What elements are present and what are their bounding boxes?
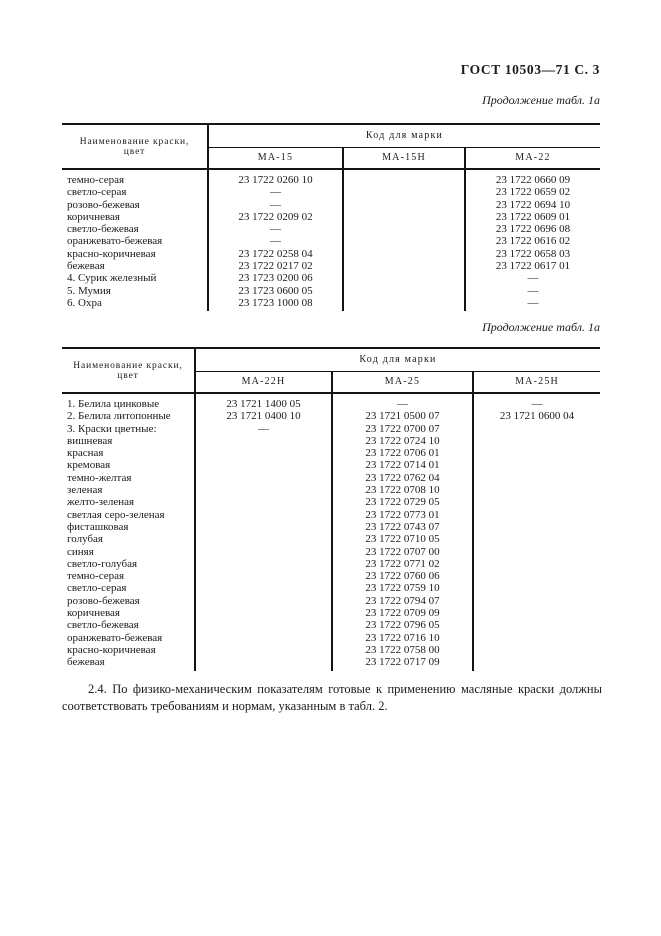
- paint-code-cell: 23 1722 0729 05: [332, 496, 473, 508]
- paint-name-cell: коричневая: [67, 607, 120, 620]
- paint-code-cell: —: [208, 186, 343, 198]
- paint-code-cell: [195, 472, 332, 484]
- paint-name-cell: темно-серая: [67, 570, 125, 583]
- paint-code-cell: [473, 435, 600, 447]
- paint-name-cell: 5. Мумия: [67, 284, 111, 297]
- table-row: [62, 248, 600, 260]
- paint-name-cell: зеленая: [67, 484, 103, 497]
- table-row: [62, 169, 600, 186]
- paint-code-cell: [195, 496, 332, 508]
- paint-code-cell: [473, 558, 600, 570]
- table-row: [62, 533, 600, 545]
- paint-code-cell: [195, 447, 332, 459]
- paint-name-cell: светло-серая: [67, 186, 127, 199]
- table-row: [62, 272, 600, 284]
- table-row: [62, 260, 600, 272]
- paint-code-cell: [195, 459, 332, 471]
- paint-code-cell: [473, 582, 600, 594]
- paint-code-cell: 23 1722 0724 10: [332, 435, 473, 447]
- column-header-ma-15: МА-15: [208, 147, 343, 169]
- paint-name-cell: темно-желтая: [67, 471, 132, 484]
- paint-code-cell: [343, 235, 465, 247]
- paint-code-cell: [473, 546, 600, 558]
- paint-code-cell: 23 1721 0400 10: [195, 410, 332, 422]
- column-group-header-code: Код для марки: [208, 124, 600, 147]
- paint-code-cell: —: [465, 285, 600, 297]
- paint-code-cell: [195, 582, 332, 594]
- table-row: [62, 393, 600, 410]
- table-row: [62, 656, 600, 670]
- paint-code-cell: [473, 447, 600, 459]
- paint-code-cell: 23 1722 0758 00: [332, 644, 473, 656]
- column-header-ma-25n: МА-25Н: [473, 371, 600, 393]
- paint-code-cell: [195, 607, 332, 619]
- table-row: [62, 223, 600, 235]
- table-row: [62, 521, 600, 533]
- paint-code-cell: 23 1722 0617 01: [465, 260, 600, 272]
- table-row: [62, 632, 600, 644]
- table-row: [62, 570, 600, 582]
- paint-code-cell: [473, 595, 600, 607]
- paint-code-cell: 23 1722 0696 08: [465, 223, 600, 235]
- paint-code-cell: 23 1722 0658 03: [465, 248, 600, 260]
- paint-code-cell: [343, 260, 465, 272]
- paint-code-cell: 23 1722 0260 10: [208, 169, 343, 186]
- paint-code-cell: —: [332, 393, 473, 410]
- paint-code-cell: 23 1722 0794 07: [332, 595, 473, 607]
- paint-name-cell: 4. Сурик железный: [67, 272, 157, 285]
- paint-code-cell: [343, 297, 465, 311]
- paint-code-cell: [195, 533, 332, 545]
- paint-code-cell: —: [195, 423, 332, 435]
- paint-code-cell: 23 1722 0616 02: [465, 235, 600, 247]
- paint-code-cell: [343, 223, 465, 235]
- paint-code-cell: 23 1722 0708 10: [332, 484, 473, 496]
- paint-code-cell: 23 1722 0217 02: [208, 260, 343, 272]
- paint-code-cell: 23 1722 0609 01: [465, 211, 600, 223]
- paint-name-cell: оранжевато-бежевая: [67, 235, 163, 248]
- paint-code-cell: [473, 644, 600, 656]
- paint-code-cell: 23 1722 0710 05: [332, 533, 473, 545]
- paint-code-cell: [195, 435, 332, 447]
- paint-code-cell: [473, 484, 600, 496]
- paint-code-cell: 23 1722 0258 04: [208, 248, 343, 260]
- paint-code-cell: [343, 285, 465, 297]
- paint-code-cell: [195, 521, 332, 533]
- paint-code-cell: [195, 509, 332, 521]
- table-row: [62, 297, 600, 311]
- paint-code-cell: [473, 423, 600, 435]
- paint-code-cell: 23 1723 0600 05: [208, 285, 343, 297]
- paint-code-cell: [343, 199, 465, 211]
- paint-name-cell: 3. Краски цветные:: [67, 422, 157, 435]
- paint-code-cell: 23 1722 0694 10: [465, 199, 600, 211]
- table-row: [62, 607, 600, 619]
- paint-name-cell: 6. Охра: [67, 296, 102, 309]
- paint-codes-table-1: [62, 123, 600, 311]
- table-2-body: [62, 393, 600, 671]
- paint-name-cell: розово-бежевая: [67, 198, 140, 211]
- document-header: ГОСТ 10503—71 С. 3: [460, 62, 600, 77]
- paint-code-cell: 23 1722 0660 09: [465, 169, 600, 186]
- column-header-ma-22n: МА-22Н: [195, 371, 332, 393]
- paint-code-cell: 23 1722 0707 00: [332, 546, 473, 558]
- paint-code-cell: —: [208, 199, 343, 211]
- paint-name-cell: красная: [67, 447, 104, 460]
- column-header-ma-15n: МА-15Н: [343, 147, 465, 169]
- paint-code-cell: [195, 632, 332, 644]
- table-row: [62, 435, 600, 447]
- table-row: [62, 186, 600, 198]
- paint-code-cell: —: [208, 235, 343, 247]
- paint-code-cell: [195, 558, 332, 570]
- table-row: [62, 199, 600, 211]
- column-header-paint-name: Наименование краски, цвет: [62, 124, 208, 169]
- table-row: [62, 619, 600, 631]
- paint-name-cell: коричневая: [67, 210, 120, 223]
- table-row: [62, 472, 600, 484]
- paint-name-cell: кремовая: [67, 459, 111, 472]
- paint-name-cell: бежевая: [67, 260, 105, 273]
- paint-code-cell: 23 1722 0717 09: [332, 656, 473, 670]
- paint-code-cell: 23 1721 0600 04: [473, 410, 600, 422]
- paint-codes-table-2: [62, 347, 600, 671]
- paint-code-cell: 23 1723 1000 08: [208, 297, 343, 311]
- paint-code-cell: 23 1722 0762 04: [332, 472, 473, 484]
- table-row: [62, 496, 600, 508]
- paint-code-cell: [473, 619, 600, 631]
- paint-code-cell: [343, 169, 465, 186]
- table-row: [62, 509, 600, 521]
- paint-code-cell: 23 1721 0500 07: [332, 410, 473, 422]
- table-row: [62, 211, 600, 223]
- paint-name-cell: оранжевато-бежевая: [67, 631, 163, 644]
- paint-name-cell: вишневая: [67, 434, 113, 447]
- paint-code-cell: 23 1722 0716 10: [332, 632, 473, 644]
- paint-name-cell: синяя: [67, 545, 94, 558]
- paint-code-cell: 23 1722 0209 02: [208, 211, 343, 223]
- paint-code-cell: —: [465, 272, 600, 284]
- paint-code-cell: 23 1722 0771 02: [332, 558, 473, 570]
- paint-code-cell: [195, 546, 332, 558]
- column-group-header-code: Код для марки: [195, 348, 600, 371]
- paint-name-cell: светло-серая: [67, 582, 127, 595]
- table-row: [62, 546, 600, 558]
- paint-code-cell: [473, 521, 600, 533]
- table-row: [62, 644, 600, 656]
- paint-code-cell: [473, 632, 600, 644]
- column-header-paint-name: Наименование краски, цвет: [62, 348, 195, 393]
- paint-code-cell: [473, 509, 600, 521]
- paint-code-cell: [473, 656, 600, 670]
- paragraph-2-4: 2.4. По физико-механическим показателям готовые к применению масляные краски должны соответствовать требованиям и нормам, указанным в табл. 2.: [62, 682, 602, 713]
- paint-name-cell: светлая серо-зеленая: [67, 508, 165, 521]
- column-header-ma-22: МА-22: [465, 147, 600, 169]
- paint-code-cell: [343, 272, 465, 284]
- table-row: [62, 235, 600, 247]
- table-row: [62, 484, 600, 496]
- paint-code-cell: [473, 472, 600, 484]
- paint-code-cell: 23 1722 0773 01: [332, 509, 473, 521]
- paint-name-cell: бежевая: [67, 656, 105, 669]
- paint-codes-table-2-wrap: [62, 347, 600, 671]
- paint-code-cell: 23 1722 0706 01: [332, 447, 473, 459]
- paint-code-cell: [473, 533, 600, 545]
- paint-code-cell: [343, 248, 465, 260]
- paint-name-cell: голубая: [67, 533, 103, 546]
- paint-code-cell: 23 1722 0659 02: [465, 186, 600, 198]
- table-row: [62, 285, 600, 297]
- table-1-body: [62, 169, 600, 311]
- paint-code-cell: [343, 186, 465, 198]
- paint-code-cell: —: [208, 223, 343, 235]
- continuation-label-1: Продолжение табл. 1а: [482, 93, 600, 107]
- paint-code-cell: 23 1722 0714 01: [332, 459, 473, 471]
- paint-code-cell: [473, 607, 600, 619]
- paint-name-cell: красно-коричневая: [67, 247, 156, 260]
- paint-code-cell: [343, 211, 465, 223]
- paint-code-cell: [473, 570, 600, 582]
- paint-code-cell: [195, 484, 332, 496]
- paint-code-cell: 23 1721 1400 05: [195, 393, 332, 410]
- paint-code-cell: [195, 570, 332, 582]
- paint-code-cell: [195, 619, 332, 631]
- paint-name-cell: розово-бежевая: [67, 594, 140, 607]
- paint-code-cell: 23 1722 0700 07: [332, 423, 473, 435]
- paint-code-cell: —: [465, 297, 600, 311]
- paint-name-cell: светло-голубая: [67, 557, 138, 570]
- paint-code-cell: 23 1722 0796 05: [332, 619, 473, 631]
- table-row: [62, 410, 600, 422]
- paint-code-cell: 23 1722 0759 10: [332, 582, 473, 594]
- table-row: [62, 423, 600, 435]
- paint-name-cell: фисташковая: [67, 520, 129, 533]
- paint-name-cell: 1. Белила цинковые: [67, 398, 160, 410]
- paint-code-cell: [473, 459, 600, 471]
- table-row: [62, 595, 600, 607]
- table-row: [62, 582, 600, 594]
- table-row: [62, 447, 600, 459]
- paint-name-cell: красно-коричневая: [67, 643, 156, 656]
- paint-code-cell: 23 1722 0743 07: [332, 521, 473, 533]
- table-row: [62, 558, 600, 570]
- paint-code-cell: [195, 656, 332, 670]
- paint-name-cell: темно-серая: [67, 174, 125, 186]
- paint-code-cell: —: [473, 393, 600, 410]
- continuation-label-2: Продолжение табл. 1а: [482, 320, 600, 334]
- paint-name-cell: 2. Белила литопонные: [67, 410, 171, 423]
- paint-code-cell: [473, 496, 600, 508]
- column-header-ma-25: МА-25: [332, 371, 473, 393]
- paint-code-cell: [195, 595, 332, 607]
- paint-codes-table-1-wrap: [62, 123, 600, 311]
- table-row: [62, 459, 600, 471]
- paint-name-cell: желто-зеленая: [67, 496, 135, 509]
- paint-name-cell: светло-бежевая: [67, 223, 139, 236]
- paint-code-cell: [195, 644, 332, 656]
- paint-code-cell: 23 1723 0200 06: [208, 272, 343, 284]
- paint-name-cell: светло-бежевая: [67, 619, 139, 632]
- paint-code-cell: 23 1722 0760 06: [332, 570, 473, 582]
- paint-code-cell: 23 1722 0709 09: [332, 607, 473, 619]
